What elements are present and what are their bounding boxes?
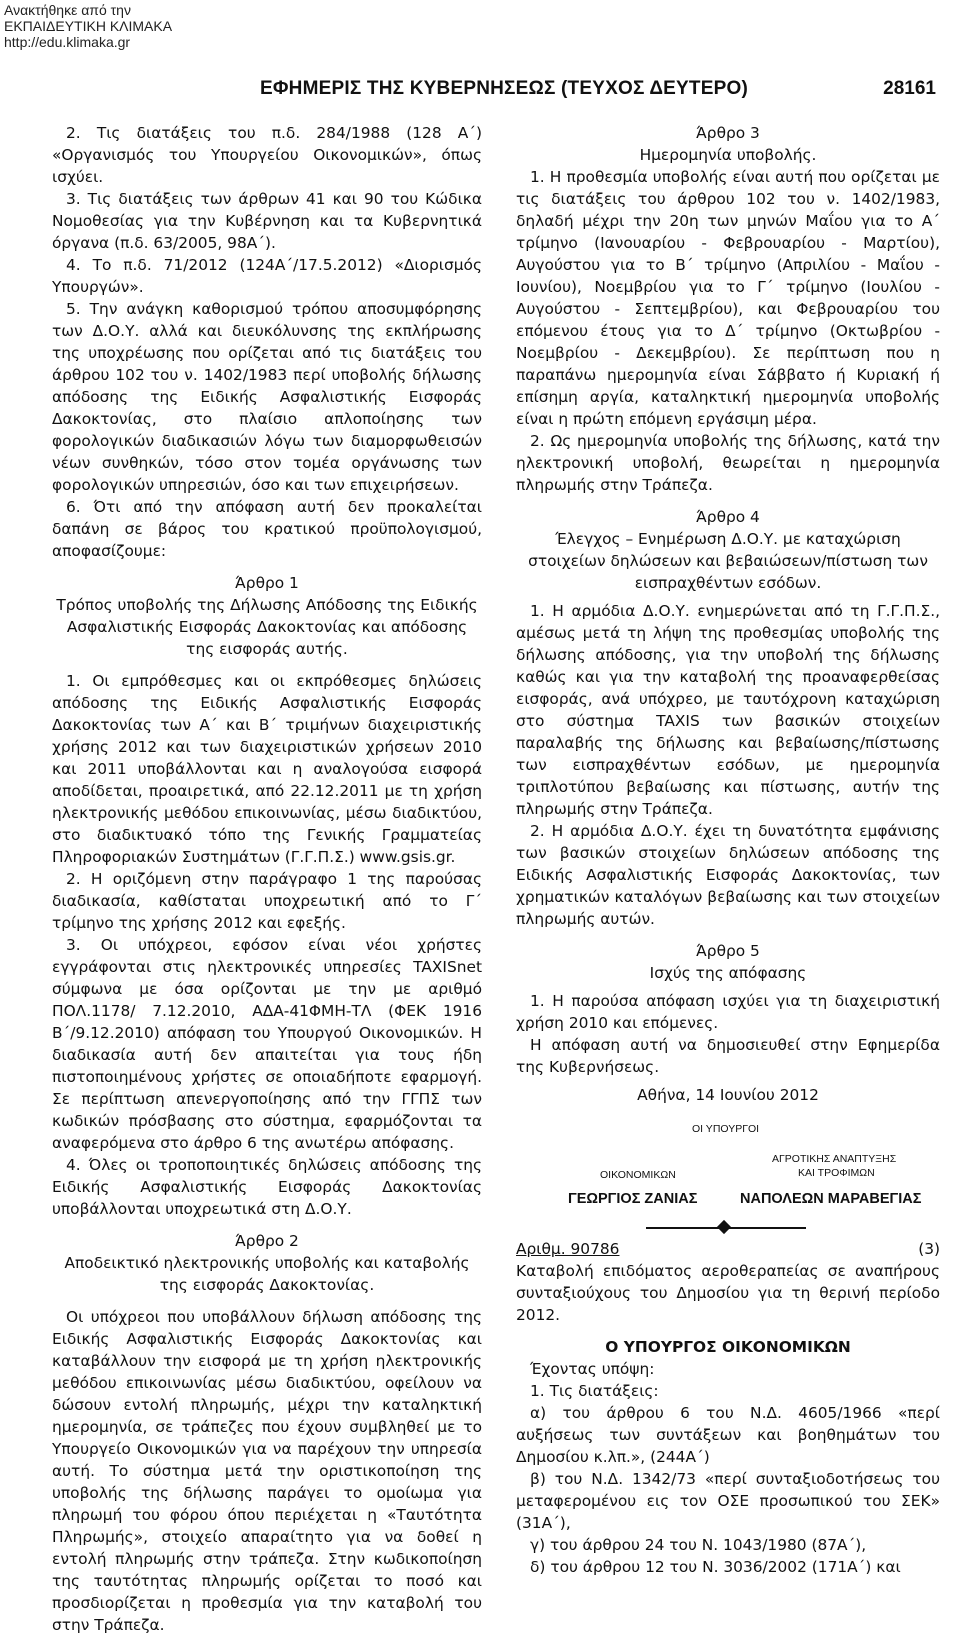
- section-divider: [516, 1218, 940, 1238]
- left-column: [52, 122, 482, 1636]
- watermark-link[interactable]: http://edu.klimaka.gr: [4, 34, 131, 50]
- decision-title: Καταβολή επιδόματος αεροθεραπείας σε αναπήρους συνταξιούχους του Δημοσίου για τη θερινή περίοδο 2012.: [516, 1262, 940, 1324]
- decision-number: Αριθμ. 90786: [516, 1240, 620, 1258]
- diamond-ornament-icon: [717, 1220, 731, 1234]
- article-1-title: Άρθρο 1: [235, 574, 299, 592]
- paragraph: γ) του άρθρου 24 του Ν. 1043/1980 (87Α΄),: [530, 1536, 867, 1554]
- signatories-heading: ΟΙ ΥΠΟΥΡΓΟΙ: [692, 1123, 760, 1135]
- running-head: [260, 78, 936, 108]
- ministry-right-line-2: ΚΑΙ ΤΡΟΦΙΜΩΝ: [798, 1167, 875, 1179]
- decision-number-row: [516, 1238, 940, 1260]
- paragraph: 2. Ως ημερομηνία υποβολής της δήλωσης, κατά την ηλεκτρονική υποβολή, θεωρείται η ημερομηνία πληρωμής στην Τράπεζα.: [516, 432, 940, 494]
- paragraph: 1. Οι εμπρόθεσμες και οι εκπρόθεσμες δηλώσεις απόδοσης της Ειδικής Ασφαλιστικής Εισφοράς Δακοκτονίας των Α΄ και Β΄ τριμήνων διαχειριστικής χρήσης 2012 και των διαχειριστικών χρήσεων 2010 και 2011 υποβάλλονται και η αναλογούσα εισφορά αποδίδεται, προαιρετικά, από 22.12.2011 με τη χρήση ηλεκτρονικής μεθόδου επικοινωνίας, μέσω διαδικτύου, στο διαδικτυακό τόπο της Γενικής Γραμματείας Πληροφοριακών Συστημάτων (Γ.Γ.Π.Σ.) www.gsis.gr.: [52, 672, 482, 866]
- paragraph: 1. Η προθεσμία υποβολής είναι αυτή που ορίζεται με τις διατάξεις του άρθρου 102 του ν. 1402/1983, δηλαδή μέχρι την 20η των μηνών Μαΐου για το Α΄ τρίμηνο (Ιανουαρίου - Φεβρουαρίου - Μαρτίου), Αυγούστου για το Β΄ τρίμηνο (Απριλίου - Μαΐου - Ιουνίου), Νοεμβρίου για το Γ΄ τρίμηνο (Ιουλίου - Αυγούστου - Σεπτεμβρίου), και Φεβρουαρίου του επόμενου έτους για το Δ΄ τρίμηνο (Οκτωβρίου - Νοεμβρίου - Δεκεμβρίου). Σε περίπτωση που η παραπάνω ημερομηνία είναι Σάββατο ή Κυριακή ή επίσημη αργία, καταληκτική ημερομηνία υποβολής είναι η πρώτη επόμενη εργάσιμη μέρα.: [516, 168, 940, 428]
- paragraph: 2. Τις διατάξεις του π.δ. 284/1988 (128 Α΄) «Οργανισμός του Υπουργείου Οικονομικών», όπως ισχύει.: [52, 124, 482, 186]
- paragraph: 2. Η οριζόμενη στην παράγραφο 1 της παρούσας διαδικασία, καθίσταται υποχρεωτική από το Γ΄ τρίμηνο της χρήσης 2012 και εφεξής.: [52, 870, 482, 932]
- article-5-subtitle: Ισχύς της απόφασης: [649, 964, 807, 982]
- article-2-subtitle: Αποδεικτικό ηλεκτρονικής υποβολής και καταβολής της εισφοράς Δακοκτονίας.: [64, 1254, 470, 1294]
- article-3-title: Άρθρο 3: [696, 124, 760, 142]
- paragraph: Έχοντας υπόψη:: [530, 1360, 655, 1378]
- article-3-subtitle: Ημερομηνία υποβολής.: [639, 146, 817, 164]
- paragraph: 1. Η αρμόδια Δ.Ο.Υ. ενημερώνεται από τη Γ.Γ.Π.Σ., αμέσως μετά τη λήψη της προθεσμίας υποβολής της δήλωσης απόδοσης, για την υποβολή της δήλωσης καθώς και για την καταβολή της προαναφερθείσας εισφοράς, ανά υπόχρεο, με ταυτόχρονη καταχώριση στο σύστημα TAXIS των βασικών στοιχείων παραλαβής της δήλωσης και βεβαίωσης/πίστωσης των εισπραχθέντων εσόδων, με ημερομηνία τριπλοτύπου βεβαίωσης και πίστωσης, αυτήν της πληρωμής στην Τράπεζα.: [516, 602, 940, 818]
- article-2-title: Άρθρο 2: [235, 1232, 299, 1250]
- paragraph: 1. Η παρούσα απόφαση ισχύει για τη διαχειριστική χρήση 2010 και επόμενες.: [516, 992, 940, 1032]
- paragraph: 6. Ότι από την απόφαση αυτή δεν προκαλείται δαπάνη σε βάρος του κρατικού προϋπολογισμού, αποφασίζουμε:: [52, 498, 482, 560]
- gazette-title: ΕΦΗΜΕΡΙΣ ΤΗΣ ΚΥΒΕΡΝΗΣΕΩΣ (ΤΕΥΧΟΣ ΔΕΥΤΕΡΟ): [260, 78, 748, 99]
- article-4-title: Άρθρο 4: [696, 508, 760, 526]
- paragraph: Οι υπόχρεοι που υποβάλλουν δήλωση απόδοσης της Ειδικής Ασφαλιστικής Εισφοράς Δακοκτονίας και καταβάλλουν την εισφορά με τη χρήση ηλεκτρονικής μεθόδου επικοινωνίας μέσω διαδικτύου, οφείλουν να δώσουν εντολή πληρωμής, μέχρι την καταληκτική ημερομηνία, σε τράπεζες που έχουν συμβληθεί με το Υπουργείο Οικονομικών για να παρέχουν την υπηρεσία αυτή. Το σύστημα μετά την οριστικοποίηση της υποβολής της δήλωσης παράγει το ομοίωμα για πληρωμή του φόρου όπου περιέχεται η «Ταυτότητα Πληρωμής», στοιχείο απαραίτητο για να δοθεί η εντολή πληρωμής στην τράπεζα. Στην κωδικοποίηση της ταυτότητας πληρωμής ορίζεται το ποσό και προσδιορίζεται η προθεσμία για την καταβολή του στην Τράπεζα.: [52, 1308, 482, 1634]
- paragraph: 4. Το π.δ. 71/2012 (124Α΄/17.5.2012) «Διορισμός Υπουργών».: [52, 256, 482, 296]
- signatory-left: ΓΕΩΡΓΙΟΣ ΖΑΝΙΑΣ: [568, 1191, 698, 1207]
- paragraph: δ) του άρθρου 12 του Ν. 3036/2002 (171Α΄) και: [530, 1558, 901, 1576]
- paragraph: 4. Όλες οι τροποποιητικές δηλώσεις απόδοσης της Ειδικής Ασφαλιστικής Εισφοράς Δακοκτονίας υποβάλλονται υποχρεωτικά στη Δ.Ο.Υ.: [52, 1156, 482, 1218]
- right-column: [516, 122, 940, 1578]
- page-number: 28161: [883, 78, 936, 99]
- ministry-right-line-1: ΑΓΡΟΤΙΚΗΣ ΑΝΑΠΤΥΞΗΣ: [772, 1153, 897, 1165]
- paragraph: β) του Ν.Δ. 1342/73 «περί συνταξιοδοτήσεως του μεταφερομένου εις τον ΟΣΕ προσωπικού του ΣΕΚ» (31Α΄),: [516, 1470, 940, 1532]
- paragraph: 2. Η αρμόδια Δ.Ο.Υ. έχει τη δυνατότητα εμφάνισης των βασικών στοιχείων δηλώσεων απόδοσης της Ειδικής Ασφαλιστικής Εισφοράς Δακοκτονίας, των χρηματικών καταλόγων βεβαίωσης και των στοιχείων πληρωμής αυτών.: [516, 822, 940, 928]
- watermark-line-1: Ανακτήθηκε από την: [4, 2, 131, 18]
- paragraph: 1. Τις διατάξεις:: [530, 1382, 659, 1400]
- decision-index: (3): [918, 1240, 940, 1258]
- paragraph: 3. Οι υπόχρεοι, εφόσον είναι νέοι χρήστες εγγράφονται στις ηλεκτρονικές υπηρεσίες TAXISnet σύμφωνα με όσα ορίζονται με την με αριθμό ΠΟΛ.1178/ 7.12.2010, ΑΔΑ-41ΦΜΗ-ΤΛ (ΦΕΚ 1916 Β΄/9.12.2010) απόφαση του Υπουργού Οικονομικών. Η διαδικασία αυτή δεν απαιτείται για τους ήδη πιστοποιημένους χρήστες σε οποιαδήποτε εφαρμογή. Σε περίπτωση απενεργοποίησης από την ΓΓΠΣ των κωδικών πρόσβασης στο σύστημα, εφαρμόζονται τα αναφερόμενα στο άρθρο 6 της ανωτέρω απόφασης.: [52, 936, 482, 1152]
- date-line: Αθήνα, 14 Ιουνίου 2012: [637, 1086, 819, 1104]
- minister-heading: Ο ΥΠΟΥΡΓΟΣ ΟΙΚΟΝΟΜΙΚΩΝ: [605, 1338, 851, 1356]
- paragraph: Η απόφαση αυτή να δημοσιευθεί στην Εφημερίδα της Κυβερνήσεως.: [516, 1036, 940, 1076]
- ministry-left: ΟΙΚΟΝΟΜΙΚΩΝ: [600, 1169, 676, 1181]
- article-5-title: Άρθρο 5: [696, 942, 760, 960]
- article-4-subtitle: Έλεγχος – Ενημέρωση Δ.Ο.Υ. με καταχώριση στοιχείων δηλώσεων και βεβαιώσεων/πίστωση των εισπραχθέντων εσόδων.: [528, 530, 928, 592]
- paragraph: 5. Την ανάγκη καθορισμού τρόπου αποσυμφόρησης των Δ.Ο.Υ. αλλά και διευκόλυνσης της εκπλήρωσης της υποχρέωσης που ορίζεται από τις διατάξεις του άρθρου 102 του ν. 1402/1983 περί υποβολής δήλωσης απόδοσης της Ειδικής Ασφαλιστικής Εισφοράς Δακοκτονίας, στο πλαίσιο απλοποίησης των φορολογικών διαδικασιών λόγω των διαμορφωθεισών νέων συνθηκών, τόσο στον τομέα οργάνωσης των φορολογικών υπηρεσιών, όσο και των επιχειρήσεων.: [52, 300, 482, 494]
- signature-block: [516, 1106, 940, 1218]
- article-1-subtitle: Τρόπος υποβολής της Δήλωσης Απόδοσης της Ειδικής Ασφαλιστικής Εισφοράς Δακοκτονίας και απόδοσης της εισφοράς αυτής.: [56, 596, 478, 658]
- watermark: [4, 2, 172, 50]
- paragraph: 3. Τις διατάξεις των άρθρων 41 και 90 του Κώδικα Νομοθεσίας για την Κυβέρνηση και τα Κυβερνητικά όργανα (π.δ. 63/2005, 98Α΄).: [52, 190, 482, 252]
- watermark-line-2: ΕΚΠΑΙΔΕΥΤΙΚΗ ΚΛΙΜΑΚΑ: [4, 18, 173, 34]
- signatory-right: ΝΑΠΟΛΕΩΝ ΜΑΡΑΒΕΓΙΑΣ: [740, 1191, 922, 1207]
- paragraph: α) του άρθρου 6 του Ν.Δ. 4605/1966 «περί αυξήσεως των συντάξεων και βοηθημάτων του Δημοσίου κ.λπ.», (244Α΄): [516, 1404, 940, 1466]
